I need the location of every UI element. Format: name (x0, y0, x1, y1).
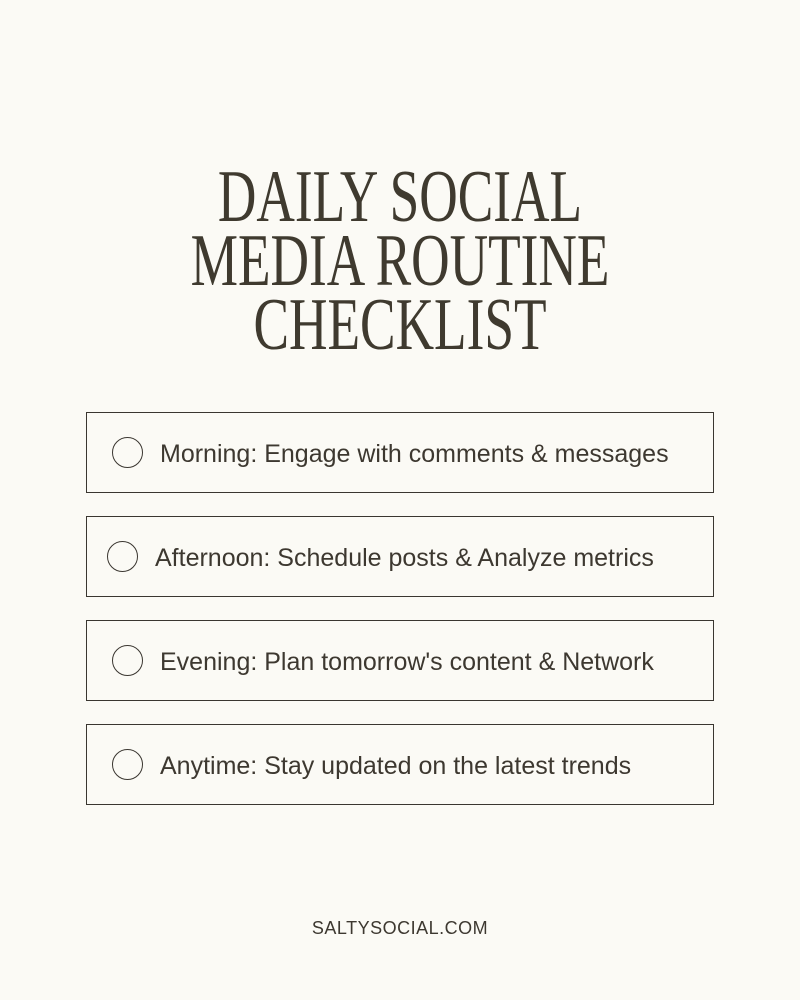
page-title (0, 156, 800, 366)
checklist-item-label: Morning: Engage with comments & messages (160, 440, 669, 468)
title-line-3: CHECKLIST (253, 284, 547, 366)
checklist-item-label: Afternoon: Schedule posts & Analyze metrics (155, 544, 654, 572)
footer-website: SALTYSOCIAL.COM (311, 918, 489, 938)
unchecked-circle-icon[interactable] (107, 541, 138, 572)
unchecked-circle-icon[interactable] (112, 749, 143, 780)
unchecked-circle-icon[interactable] (112, 645, 143, 676)
checklist-item-anytime[interactable] (86, 724, 714, 805)
checklist-item-label: Anytime: Stay updated on the latest trends (160, 752, 632, 780)
checklist-item-label: Evening: Plan tomorrow's content & Network (160, 648, 654, 676)
checklist-item-morning[interactable] (86, 412, 714, 493)
checklist-item-afternoon[interactable] (86, 516, 714, 597)
title-line-2: MEDIA ROUTINE (190, 220, 610, 302)
checklist-item-evening[interactable] (86, 620, 714, 701)
checklist (86, 412, 714, 828)
title-line-1: DAILY SOCIAL (217, 156, 583, 238)
unchecked-circle-icon[interactable] (112, 437, 143, 468)
